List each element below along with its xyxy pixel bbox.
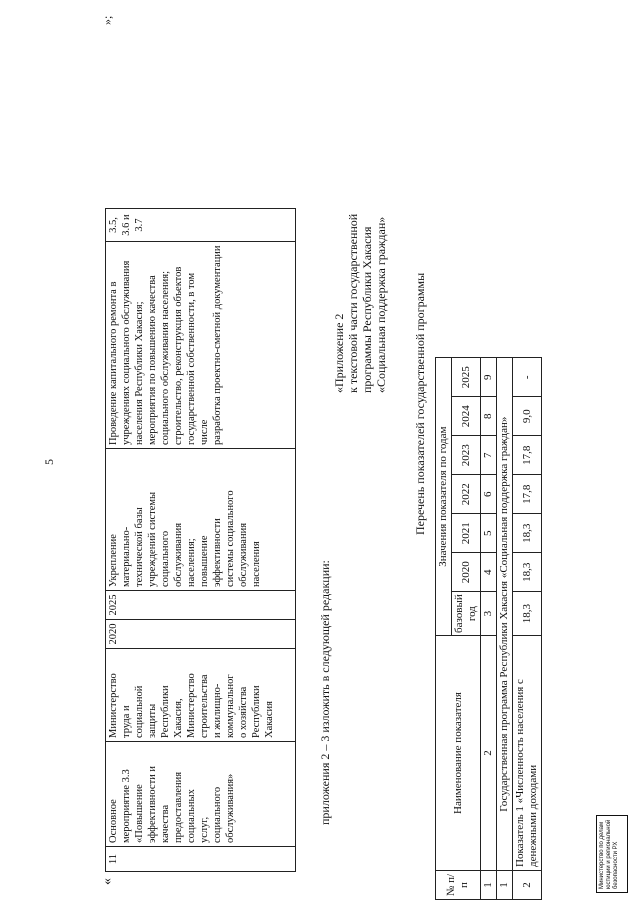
year-cell: базовый год [452,592,481,636]
appendix-line: «Социальная поддержка граждан» [374,216,388,393]
indicator-value: 18,3 [513,553,542,592]
year-start: 2020 [106,620,296,649]
measure-description [106,449,296,591]
text-line: Основное [108,799,119,843]
index-cell: 5 [481,514,497,553]
indicator-value: - [513,358,542,397]
year-cell: 2020 [452,553,481,592]
index-cell: 9 [481,358,497,397]
text-line: коммунальног [225,674,236,738]
index-row [481,358,497,900]
program-row [497,358,513,900]
text-line: Министерство [108,673,119,738]
year-cell: 2021 [452,514,481,553]
text-line: разработка проектно-сметной документации [212,245,223,445]
text-line: строительства [199,674,210,738]
measures-table [105,208,296,872]
year-cell: 2024 [452,397,481,436]
text-line: мероприятия по повышению качества [147,275,158,445]
text-line: мероприятие 3.3 [121,769,132,843]
col-values: Значения показателя по годам [436,358,452,636]
text-line: населения; [186,538,197,587]
closing-quote: »; [100,15,114,25]
text-line: социального обслуживания населения; [160,271,171,445]
indicator-num: 2 [513,871,542,900]
year-end: 2025 [106,591,296,620]
indicator-value: 17,8 [513,475,542,514]
indicators-table [435,357,542,900]
table-row [106,209,296,872]
appendix-header [332,214,388,393]
text-line: Министерство [186,673,197,738]
year-cell: 2023 [452,436,481,475]
index-cell: 2 [481,636,497,871]
text-line: повышение [199,535,210,587]
opening-quote: « [100,878,115,885]
text-line: эффективности и [147,765,158,843]
program-num: 1 [497,871,513,900]
text-line: технической базы [134,507,145,587]
text-line: труда и [121,705,132,738]
row-number: 11 [106,847,296,872]
registration-stamp [596,815,628,893]
executor [106,649,296,742]
text-line: социального [160,530,171,587]
indicator-link: 3.5, 3.6 и 3.7 [106,209,296,242]
text-line: населения [251,541,262,587]
indicator-value: 17,8 [513,436,542,475]
text-line: учреждений системы [147,491,158,587]
text-line: населения Республики Хакасия; [134,301,145,445]
indicator-value: 9,0 [513,397,542,436]
measure-name [106,742,296,847]
text-line: Хакасия [264,701,275,738]
text-line: о хозяйства [238,686,249,738]
text-line: строительство, реконструкция объектов [173,266,184,445]
stamp-line: безопасности РХ [613,841,619,889]
text-line: предоставления [173,771,184,843]
text-line: материально- [121,526,132,587]
measure-result [106,242,296,449]
appendix-line: к текстовой части государственной [346,213,360,393]
header-row [436,358,452,900]
text-line: и жилищно- [212,683,223,738]
year-cell: 2022 [452,475,481,514]
amendment-sentence: приложения 2 – 3 изложить в следующей редакции: [318,560,332,825]
text-line: государственной собственности, в том числе [186,272,210,445]
index-cell: 6 [481,475,497,514]
index-cell: 4 [481,553,497,592]
stamp-line: юстиции и региональной [606,819,612,889]
col-num: № п/п [436,871,481,900]
text-line: качества [160,804,171,843]
text-line: социального [212,786,223,843]
text-line: услуг, [199,816,210,843]
text-line: Укрепление [108,534,119,587]
col-name: Наименование показателя [436,636,481,871]
appendix-line: программы Республики Хакасия [360,226,374,393]
page-number: 5 [42,459,56,465]
list-title: Перечень показателей государственной программы [413,272,427,535]
text-line: «Повышение [134,784,145,843]
text-line: Республики [251,685,262,738]
indicator-value: 18,3 [513,592,542,636]
text-line: Проведение капитального ремонта в [108,281,119,445]
index-cell: 1 [481,871,497,900]
text-line: защиты [147,703,158,738]
text-line: социальной [134,685,145,738]
text-line: эффективности [212,518,223,587]
indicator-value: 18,3 [513,514,542,553]
text-line: системы социального [225,490,236,587]
index-cell: 7 [481,436,497,475]
text-line: Хакасия, [173,698,184,738]
appendix-line: «Приложение 2 [332,313,346,393]
text-line: обслуживания» [225,773,236,843]
index-cell: 3 [481,592,497,636]
stamp-line: Министерство по делам [599,821,605,889]
text-line: социальных [186,789,197,843]
text-line: Республики [160,685,171,738]
text-line: учреждениях социального обслуживания [121,260,132,445]
indicator-name: Показатель 1 «Численность населения с денежными доходами [513,636,542,871]
text-line: обслуживания [238,522,249,587]
text-line: обслуживания [173,522,184,587]
indicator-row [513,358,542,900]
year-cell: 2025 [452,358,481,397]
index-cell: 8 [481,397,497,436]
program-title: Государственная программа Республики Хакасия «Социальная поддержка граждан» [497,358,513,871]
